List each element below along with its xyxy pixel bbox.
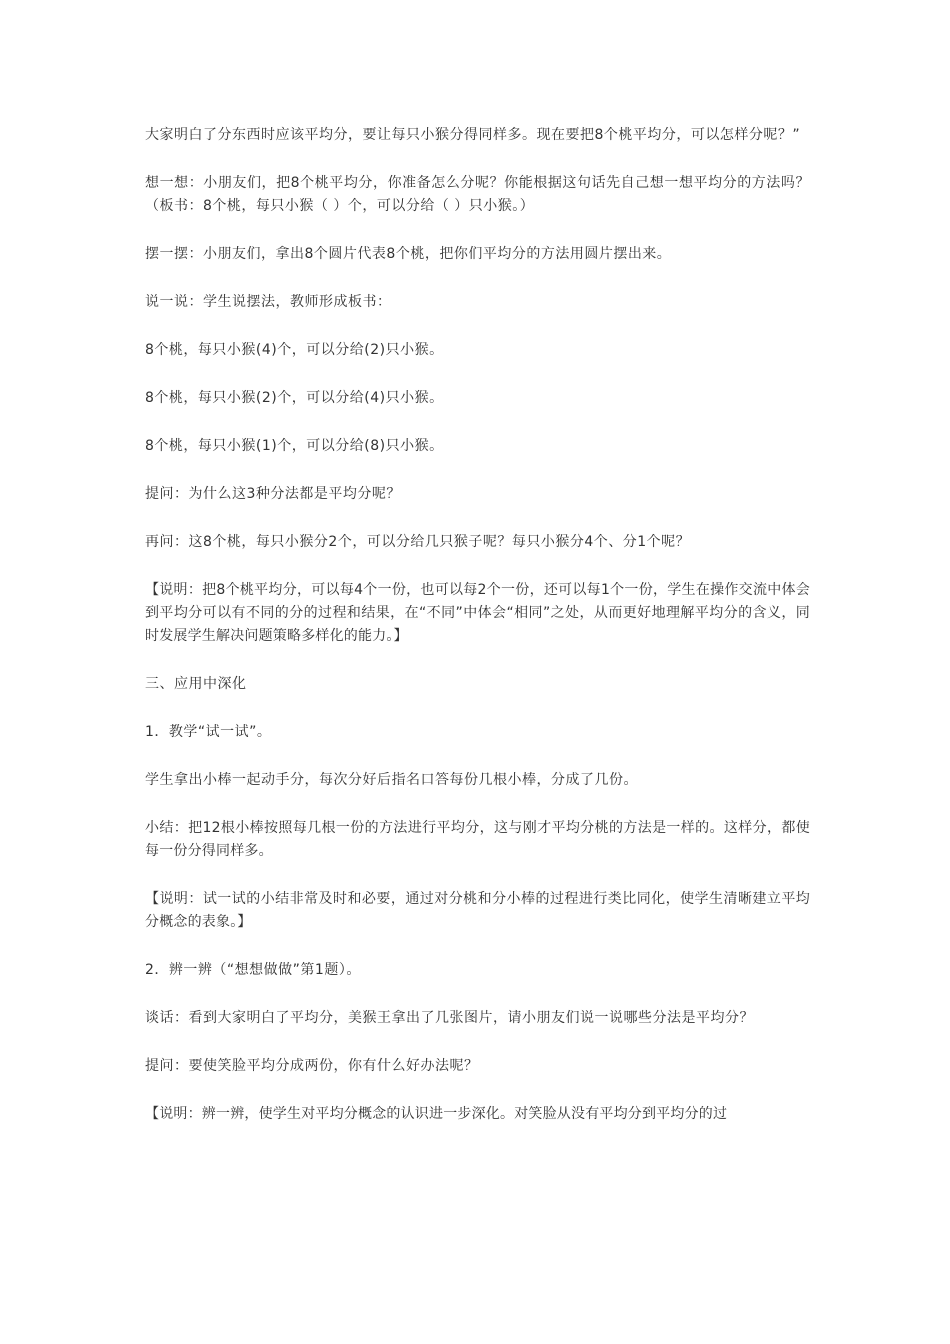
paragraph: 8个桃，每只小猴(1)个，可以分给(8)只小猴。	[145, 438, 444, 454]
paragraph: 8个桃，每只小猴(2)个，可以分给(4)只小猴。	[145, 390, 444, 406]
paragraph: 大家明白了分东西时应该平均分，要让每只小猴分得同样多。现在要把8个桃平均分，可以怎样分呢？”	[145, 127, 801, 143]
paragraph: 提问：要使笑脸平均分成两份，你有什么好办法呢？	[145, 1058, 479, 1074]
paragraph: 8个桃，每只小猴(4)个，可以分给(2)只小猴。	[145, 342, 444, 358]
paragraph: 说一说：学生说摆法，教师形成板书：	[145, 294, 392, 310]
paragraph: 谈话：看到大家明白了平均分，美猴王拿出了几张图片，请小朋友们说一说哪些分法是平均分？	[145, 1010, 754, 1026]
paragraph: 学生拿出小棒一起动手分，每次分好后指名口答每份几根小棒，分成了几份。	[145, 772, 638, 788]
paragraph: 小结：把12根小棒按照每几根一份的方法进行平均分，这与刚才平均分桃的方法是一样的。这样分，都使每一份分得同样多。	[145, 820, 810, 859]
note-paragraph: 【说明：辨一辨，使学生对平均分概念的认识进一步深化。对笑脸从没有平均分到平均分的过	[145, 1106, 728, 1122]
paragraph: 再问：这8个桃，每只小猴分2个，可以分给几只猴子呢？每只小猴分4个、分1个呢？	[145, 534, 691, 550]
subsection-heading: 1．教学“试一试”。	[145, 724, 272, 740]
document-body	[145, 124, 810, 1151]
paragraph: 摆一摆：小朋友们，拿出8个圆片代表8个桃，把你们平均分的方法用圆片摆出来。	[145, 246, 672, 262]
subsection-heading: 2．辨一辨（“想想做做”第1题）。	[145, 962, 361, 978]
paragraph: 提问：为什么这3种分法都是平均分呢？	[145, 486, 401, 502]
paragraph: 想一想：小朋友们，把8个桃平均分，你准备怎么分呢？你能根据这句话先自己想一想平均分的方法吗？（板书：8个桃，每只小猴（ ）个，可以分给（ ）只小猴。）	[145, 175, 810, 214]
note-paragraph: 【说明：试一试的小结非常及时和必要，通过对分桃和分小棒的过程进行类比同化，使学生清晰建立平均分概念的表象。】	[145, 891, 810, 930]
section-heading: 三、应用中深化	[145, 676, 247, 692]
note-paragraph: 【说明：把8个桃平均分，可以每4个一份，也可以每2个一份，还可以每1个一份，学生在操作交流中体会到平均分可以有不同的分的过程和结果，在“不同”中体会“相同”之处，从而更好地理解平均分的含义，同时发展学生解决问题策略多样化的能力。】	[145, 582, 810, 644]
